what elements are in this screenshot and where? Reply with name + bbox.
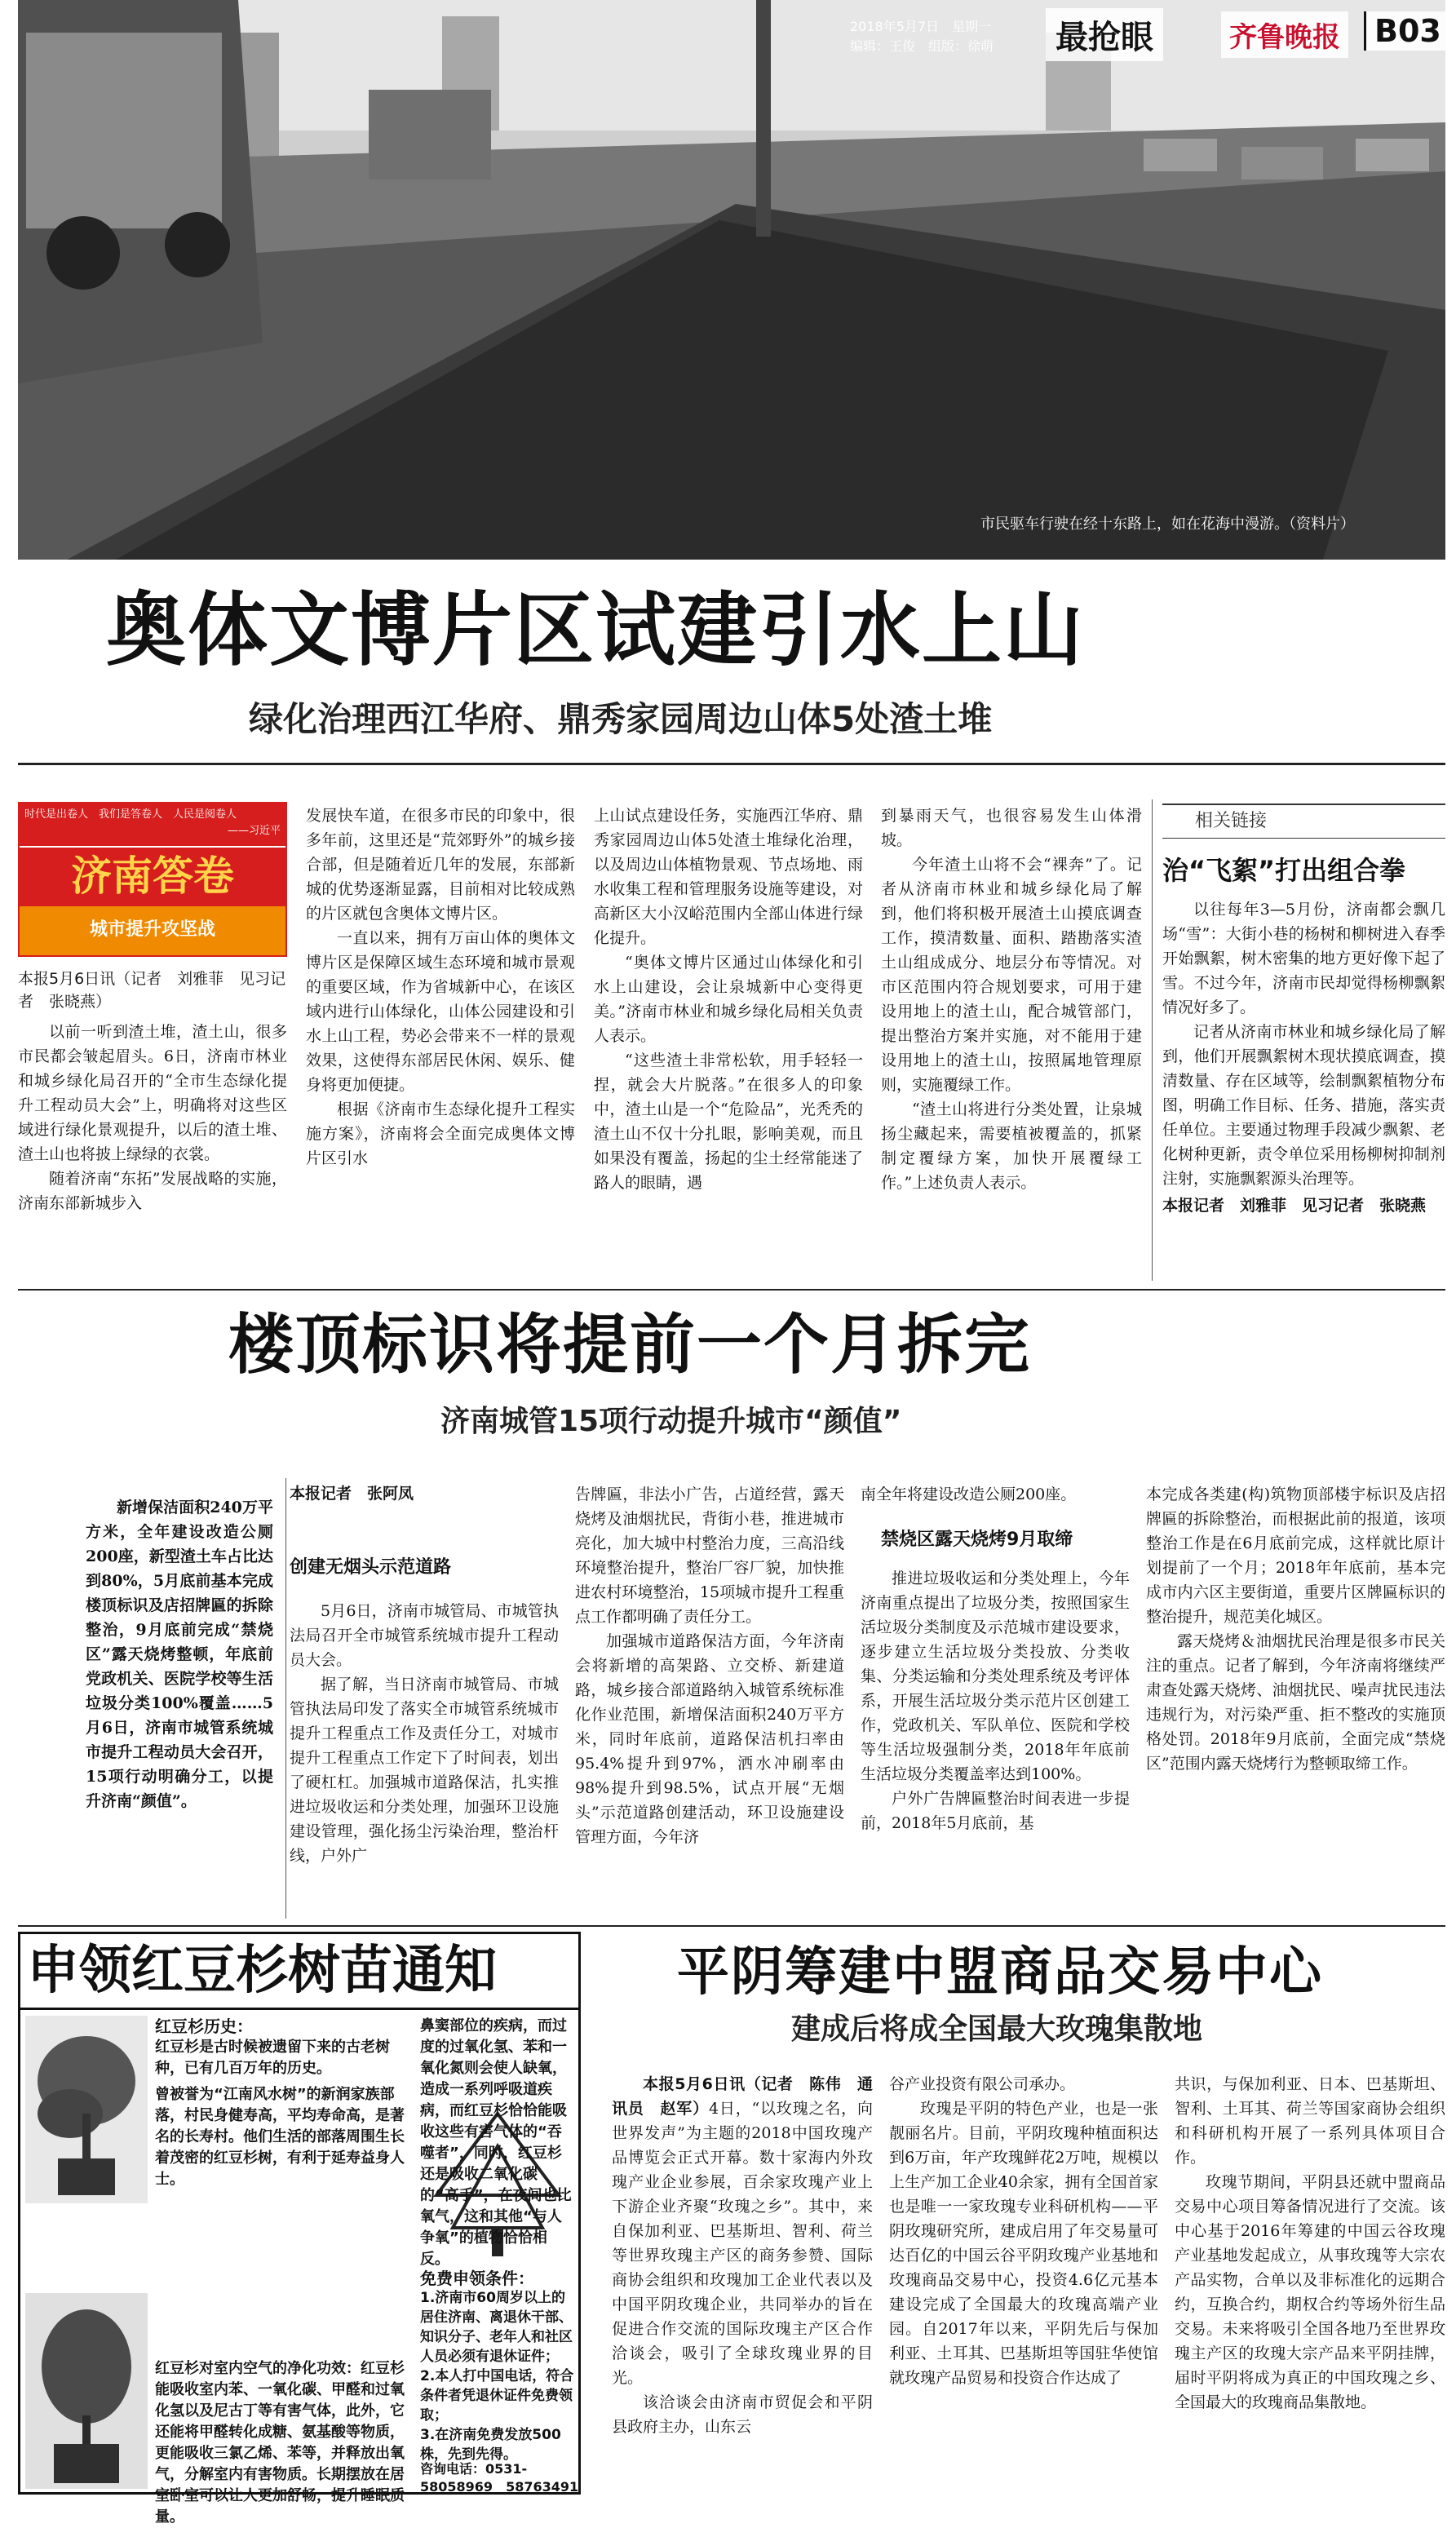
article3-colA bbox=[612, 2072, 873, 2439]
photo-caption: 市民驱车行驶在经十东路上，如在花海中漫游。（资料片） bbox=[980, 516, 1355, 533]
ad-cond-2: 2.本人打中国电话，符合条件者凭退休证件免费领取； bbox=[420, 2368, 574, 2424]
related-links-sidebar bbox=[1162, 804, 1445, 1277]
badge-slogan-text: 时代是出卷人 我们是答卷人 人民是阅卷人 bbox=[24, 808, 237, 821]
article2-byline: 本报记者 张阿凤 bbox=[290, 1485, 414, 1503]
sidebar-byline: 本报记者 刘雅菲 见习记者 张晓燕 bbox=[1162, 1197, 1427, 1215]
ad-phone-label: 咨询电话： bbox=[420, 2461, 486, 2477]
ad-history-p2: 曾被誉为“江南风水树”的新润家族部落，村民身健寿高，平均寿命高，是著名的长寿村。他们生活的部落周围生长着茂密的红豆杉树，有利于延寿益身人士。 bbox=[155, 2086, 405, 2188]
article3-colC-p1: 共识，与保加利亚、日本、巴基斯坦、智利、土耳其、荷兰等国家商协会组织和科研机构开展了一系列具体项目合作。 bbox=[1175, 2075, 1445, 2167]
article3-subtitle: 建成后将成全国最大玫瑰集散地 bbox=[791, 2012, 1203, 2046]
article2-colD bbox=[1146, 1482, 1445, 1776]
ad-cond-1: 1.济南市60周岁以上的居住济南、离退休干部、知识分子、老年人和社区人员必须有退休证件； bbox=[420, 2290, 573, 2365]
sidebar-body bbox=[1162, 897, 1445, 1191]
article3-colB-p2: 玫瑰是平阴的特色产业，也是一张靓丽名片。目前，平阴玫瑰种植面积达到6万亩，年产玫瑰鲜花2万吨，规模以上生产加工企业40余家，拥有全国首家也是唯一一家玫瑰专业科研机构——平阴玫瑰研究所，建成启用了年交易量可达百亿的中国云谷平阴玫瑰产业基地和玫瑰商品交易中心，投资4.6亿元基本建设完成了全国最大的玫瑰高端产业园。自2017年以来，平阴先后与保加利亚、土耳其、巴基斯坦等国驻华使馆就玫瑰产品贸易和投资合作达成了 bbox=[889, 2100, 1158, 2387]
article1-col3-p3: “这些渣土非常松软，用手轻轻一捏，就会大片脱落。”在很多人的印象中，渣土山是一个“危险品”，光秃秃的渣土山不仅十分扎眼，影响美观，而且如果没有覆盖，扬起的尘土经常能迷了路人的眼睛，遇 bbox=[594, 1051, 863, 1192]
sidebar-title: 治“飞絮”打出组合拳 bbox=[1162, 855, 1406, 886]
article2-colB bbox=[575, 1482, 844, 1849]
article2-lead-text: 新增保洁面积240万平方米，全年建设改造公厕200座，新型渣土车占比达到80%，5月底前基本完成楼顶标识及店招牌匾的拆除整治，9月底前完成“禁烧区”露天烧烤整顿，年底前党政机关、医院学校等生活垃圾分类100%覆盖……5月6日，济南市城管系统城市提升工程动员大会召开，15项行动明确分工，以提升济南“颜值”。 bbox=[86, 1499, 273, 1810]
article3-colC-p2: 玫瑰节期间，平阴县还就中盟商品交易中心项目筹备情况进行了交流。该中心基于2016年筹建的中国云谷玫瑰产业基地发起成立，从事玫瑰等大宗农产品实物，合单以及非标准化的远期合约，互换合约，期权合约等场外衍生品交易。未来将吸引全国各地乃至世界玫瑰主产区的玫瑰大宗产品来平阴挂牌，届时平阴将成为真正的中国玫瑰之乡、全国最大的玫瑰商品集散地。 bbox=[1175, 2173, 1445, 2411]
article2-colD-p1: 本完成各类建(构)筑物顶部楼宇标识及店招牌匾的拆除整治，而根据此前的报道，该项整治工作是在6月底前完成，这样就比原计划提前了一个月；2018年年底前，基本完成市内六区主要街道，重要片区牌匾标识的整治提升，规范美化城区。 bbox=[1146, 1485, 1445, 1626]
article1-col4-p1: 到暴雨天气，也很容易发生山体滑坡。 bbox=[881, 807, 1142, 849]
article2-colB-p2: 加强城市道路保洁方面，今年济南会将新增的高架路、立交桥、新建道路，城乡接合部道路纳入城管系统标准化作业范围，新增保洁面积240万平方米，同时年底前，道路保洁机扫率由95.4%提升到97%，洒水冲刷率由98%提升到98.5%，试点开展“无烟头”示范道路创建活动，环卫设施建设管理方面，今年济 bbox=[575, 1632, 844, 1846]
ad-phone-number: 0531-58058969 58763491 bbox=[420, 2461, 579, 2495]
divider bbox=[18, 1925, 1445, 1927]
article2-lead bbox=[86, 1495, 273, 1813]
ad-phone bbox=[420, 2460, 579, 2496]
article3-colB bbox=[889, 2072, 1158, 2390]
article2-colD-p2: 露天烧烤＆油烟扰民治理是很多市民关注的重点。记者了解到，今年济南将继续严肃查处露天烧烤、油烟扰民、噪声扰民违法违规行为，对污染严重、拒不整改的实施顶格处罚。2018年9月底前，全面完成“禁烧区”范围内露天烧烤行为整顿取缔工作。 bbox=[1146, 1632, 1445, 1773]
ad-cond-3: 3.在济南免费发放500株，先到先得。 bbox=[420, 2427, 561, 2463]
badge-tag: 城市提升攻坚战 bbox=[20, 906, 285, 955]
hero-photo bbox=[18, 0, 1445, 560]
sidebar-label: 相关链接 bbox=[1162, 804, 1445, 839]
article2-colA-p2: 据了解，当日济南市城管局、市城管执法局印发了落实全市城管系统城市提升工程重点工作及责任分工，对城市提升工程重点工作定下了时间表，划出了硬杠杠。加强城市道路保洁，扎实推进垃圾收运和分类处理，加强环卫设施建设管理，强化扬尘污染治理，整治杆线，户外广 bbox=[290, 1676, 559, 1865]
article1-col3-p2: “奥体文博片区通过山体绿化和引水上山建设，会让泉城新中心变得更美。”济南市林业和城乡绿化局相关负责人表示。 bbox=[594, 954, 863, 1045]
redwood-ad bbox=[18, 1932, 581, 2526]
article1-byline: 本报5月6日讯（记者 刘雅菲 见习记者 张晓燕） bbox=[18, 970, 286, 1011]
article2-subtitle: 济南城管15项行动提升城市“颜值” bbox=[440, 1405, 902, 1438]
article2-colB-p1: 告牌匾，非法小广告，占道经营，露天烧烤及油烟扰民，背街小巷，推进城市亮化，加大城中村整治力度，三高沿线环境整治提升，整治厂容厂貌，加快推进农村环境整治，15项城市提升工程重点工作都明确了责任分工。 bbox=[575, 1485, 844, 1626]
ad-title: 申领红豆杉树苗通知 bbox=[20, 1934, 578, 2010]
bonsai-photo bbox=[25, 2016, 148, 2203]
jinan-answer-badge bbox=[18, 802, 287, 957]
article1-col1 bbox=[18, 1020, 287, 1215]
article3-byline: 本报5月6日讯（记者 陈伟 通讯员 赵军） bbox=[612, 2075, 873, 2118]
article1-col4-p3: “渣土山将进行分类处置，让泉城扬尘藏起来，需要植被覆盖的，抓紧制定覆绿方案，加快开展覆绿工作。”上述负责人表示。 bbox=[881, 1100, 1142, 1192]
sidebar-divider bbox=[1152, 799, 1153, 1281]
article3-title: 平阴筹建中盟商品交易中心 bbox=[677, 1942, 1323, 2003]
article2-colC-more bbox=[861, 1566, 1130, 1835]
article1-col2-p2: 一直以来，拥有万亩山体的奥体文博片区是保障区域生态环境和城市景观的重要区域，作为省城新中心，在该区域内进行山体绿化，山体公园建设和引水上山工程，势必会带来不一样的景观效果，这使得东部居民休闲、娱乐、健身将更加便捷。 bbox=[306, 929, 575, 1094]
article3-colA-p2: 该洽谈会由济南市贸促会和平阴县政府主办，山东云 bbox=[612, 2393, 873, 2436]
divider bbox=[18, 1289, 1445, 1291]
page-number: B03 bbox=[1364, 11, 1449, 51]
article3-colC bbox=[1175, 2072, 1445, 2415]
article2-colC-p3: 户外广告牌匾整治时间表进一步提前，2018年5月底前，基 bbox=[861, 1790, 1130, 1832]
article3-colA-p1: 4日，“以玫瑰之名，向世界发声”为主题的2018中国玫瑰产品博览会正式开幕。数十家海内外玫瑰产业企业参展，百余家玫瑰产业上下游企业齐聚“玫瑰之乡”。其中，来自保加利亚、巴基斯坦、智利、荷兰等世界玫瑰主产区的商务参赞、国际商协会组织和玫瑰加工企业代表以及中国平阴玫瑰企业，共同举办的旨在促进合作交流的国际玫瑰主产区合作洽谈会，吸引了全球玫瑰业界的目光。 bbox=[612, 2100, 873, 2387]
sidebar-p2: 记者从济南市林业和城乡绿化局了解到，他们开展飘絮树木现状摸底调查，摸清数量、存在区域等，绘制飘絮植物分布图，明确工作目标、任务、措施，落实责任单位。主要通过物理手段减少飘絮、老化树种更新，责令单位采用杨柳树抑制剂注射，实施飘絮源头治理等。 bbox=[1162, 1023, 1445, 1188]
potted-tree-photo bbox=[25, 2293, 148, 2489]
article1-col2 bbox=[306, 804, 575, 1171]
article1-col3-p1: 上山试点建设任务，实施西江华府、鼎秀家园周边山体5处渣土堆绿化治理，以及周边山体植物景观、节点场地、雨水收集工程和管理服务设施等建设，对高新区大小汉峪范围内全部山体进行绿化提升。 bbox=[594, 807, 863, 947]
article2-sub1: 创建无烟头示范道路 bbox=[290, 1557, 452, 1578]
article2-sub2: 禁烧区露天烧烤9月取缔 bbox=[881, 1530, 1073, 1550]
article1-col3 bbox=[594, 804, 863, 1195]
badge-name: 济南答卷 bbox=[20, 846, 285, 906]
badge-slogan bbox=[20, 804, 285, 846]
road-flowers-photo-illustration bbox=[18, 0, 1445, 560]
article1-col4 bbox=[881, 804, 1142, 1195]
lead-divider bbox=[285, 1478, 286, 1919]
article1-col1-p1: 以前一听到渣土堆，渣土山，很多市民都会皱起眉头。6日，济南市林业和城乡绿化局召开的“全市生态绿化提升工程动员大会”上，明确将对这些区域进行绿化景观提升，以后的渣土堆、渣土山也将披上绿绿的衣裳。 bbox=[18, 1023, 287, 1163]
section-title: 最抢眼 bbox=[1046, 8, 1163, 61]
article1-subtitle: 绿化治理西江华府、鼎秀家园周边山体5处渣土堆 bbox=[249, 699, 993, 739]
article2-colC-p1: 南全年将建设改造公厕200座。 bbox=[861, 1485, 1077, 1503]
article2-colC-p2: 推进垃圾收运和分类处理上，今年济南重点提出了垃圾分类，按照国家生活垃圾分类制度及示范城市建设要求，逐步建立生活垃圾分类投放、分类收集、分类运输和分类处理系统及考评体系，开展生活垃圾分类示范片区创建工作，党政机关、军队单位、医院和学校等生活垃圾强制分类，2018年年底前生活垃圾分类覆盖率达到100%。 bbox=[861, 1569, 1130, 1783]
ad-right-text: 鼻窦部位的疾病，而过度的过氧化氢、苯和一氧化氮则会使人缺氧，造成一系列呼吸道疾病，而红豆杉恰恰能吸收这些有害气体的“吞噬者”，同时，红豆杉还是吸收二氧化碳的“高手”，在夜间也比氧气，这和其他“与人争氧”的植物恰恰相反。 bbox=[420, 2017, 572, 2268]
article2-colA-p1: 5月6日，济南市城管局、市城管执法局召开全市城管系统城市提升工程动员大会。 bbox=[290, 1602, 559, 1669]
article1-col2-p3: 根据《济南市生态绿化提升工程实施方案》，济南将会全面完成奥体文博片区引水 bbox=[306, 1100, 575, 1167]
badge-slogan-source: ——习近平 bbox=[227, 825, 281, 837]
ad-history-3: 红豆杉对室内空气的净化功效：红豆杉能吸收室内苯、一氧化碳、甲醛和过氧化氢以及尼古丁等有害气体，此外，它还能将甲醛转化成糖、氨基酸等物质，更能吸收三氯乙烯、苯等，并释放出氧气，分解室内有害物质。长期摆放在居室卧室可以让人更加舒畅，提升睡眠质量。 bbox=[155, 2360, 405, 2526]
ad-history bbox=[155, 2016, 416, 2190]
article3-colB-p1: 谷产业投资有限公司承办。 bbox=[889, 2075, 1076, 2093]
date-line: 2018年5月7日 星期一 bbox=[850, 19, 992, 34]
article1-col1-p2: 随着济南“东拓”发展战略的实施，济南东部新城步入 bbox=[18, 1170, 287, 1212]
paper-logo: 齐鲁晚报 bbox=[1221, 11, 1348, 58]
article1-title: 奥体文博片区试建引水上山 bbox=[106, 584, 1086, 677]
article1-col4-p2: 今年渣土山将不会“裸奔”了。记者从济南市林业和城乡绿化局了解到，他们将积极开展渣土山摸底调查工作，摸清数量、面积、踏勘落实渣土山组成成分、地层分布等情况。对市区范围内符合规划要求，可用于建设用地上的渣土山，配合城管部门，提出整治方案并实施，对不能用于建设用地上的渣土山，按照属地管理原则，实施覆绿工作。 bbox=[881, 856, 1142, 1094]
ad-history-title: 红豆杉历史： bbox=[155, 2017, 253, 2036]
article2-colA bbox=[290, 1599, 559, 1868]
ad-cond-title: 免费申领条件： bbox=[420, 2269, 534, 2288]
editor-line: 编辑：王俊 组版：徐萌 bbox=[850, 38, 994, 54]
ad-conditions bbox=[420, 2269, 575, 2464]
article2-colC bbox=[861, 1482, 1130, 1507]
ad-history-p1: 红豆杉是古时候被遗留下来的古老树种，已有几百万年的历史。 bbox=[155, 2039, 390, 2077]
article2-title: 楼顶标识将提前一个月拆完 bbox=[228, 1307, 1031, 1383]
article1-col2-p1: 发展快车道，在很多市民的印象中，很多年前，这里还是“荒郊野外”的城乡接合部，但是随着近几年的发展，东部新城的优势逐渐显露，目前相对比较成熟的片区就包含奥体文博片区。 bbox=[306, 807, 575, 923]
sidebar-p1: 以往每年3—5月份，济南都会飘几场“雪”：大街小巷的杨树和柳树进入春季开始飘絮，树木密集的地方更好像下起了雪。不过今年，济南市民却觉得杨柳飘絮情况好多了。 bbox=[1162, 901, 1445, 1016]
divider bbox=[18, 763, 1445, 765]
